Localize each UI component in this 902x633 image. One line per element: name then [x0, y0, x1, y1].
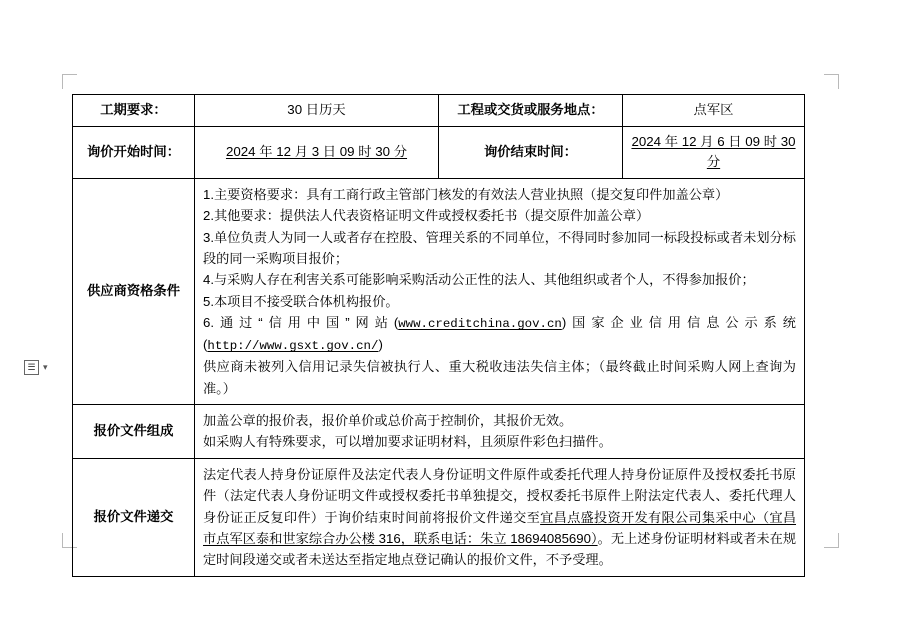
qualification-line-5: 5.本项目不接受联合体机构报价。 [203, 293, 399, 309]
composition-line-1: 加盖公章的报价表，报价单价或总价高于控制价，其报价无效。 [203, 413, 573, 429]
label-location: 工程或交货或服务地点： [439, 95, 623, 127]
label-start-time: 询价开始时间： [73, 126, 195, 178]
content-quote-composition [195, 405, 805, 459]
table-row [73, 95, 805, 127]
outline-icon: ☰ [24, 360, 39, 375]
submission-address-underlined: 宜昌点盛投资开发有限公司集采中心（宜昌市点军区泰和世家综合办公楼 316，联系电话：朱立 18694085690） [203, 509, 797, 546]
table-row [73, 458, 805, 576]
line6-mid: )国家企业信用信息公示系统( [203, 315, 796, 353]
label-quote-submission: 报价文件递交 [73, 458, 195, 576]
label-supplier-qualification: 供应商资格条件 [73, 178, 195, 404]
qualification-line-4: 4.与采购人存在利害关系可能影响采购活动公正性的法人、其他组织或者个人，不得参加报价； [203, 272, 755, 288]
value-location: 点军区 [623, 95, 805, 127]
outline-collapse-marker[interactable] [24, 360, 48, 375]
line6-prefix: 6.通过“信用中国”网站( [203, 315, 399, 331]
value-start-time: 2024 年 12 月 3 日 09 时 30 分 [195, 126, 439, 178]
qualification-line-3: 3.单位负责人为同一人或者存在控股、管理关系的不同单位，不得同时参加同一标段投标或者未划分标段的同一采购项目报价； [203, 229, 796, 266]
creditchina-link[interactable]: www.creditchina.gov.cn [398, 317, 562, 332]
crop-mark-top-left [62, 74, 77, 89]
gsxt-link[interactable]: http://www.gsxt.gov.cn/ [207, 339, 379, 354]
label-end-time: 询价结束时间： [439, 126, 623, 178]
line6-suffix: ) [378, 337, 383, 353]
chevron-down-icon: ▾ [43, 362, 48, 372]
label-quote-composition: 报价文件组成 [73, 405, 195, 459]
qualification-line-7: 供应商未被列入信用记录失信被执行人、重大税收违法失信主体；（最终截止时间采购人网上查询为准。） [203, 359, 796, 396]
document-body [72, 94, 804, 577]
value-duration: 30 日历天 [195, 95, 439, 127]
table-row [73, 126, 805, 178]
label-duration: 工期要求： [73, 95, 195, 127]
bid-info-table [72, 94, 805, 577]
qualification-line-6 [203, 312, 796, 356]
submission-segment-1: 法定代表人持身份证原件及法定代表人身份证明文件原件或委托代理人持身份证原件及授权委托书原件（法定代表人身份证明文件或授权委托书单独提交，授权委托书原件上附法定代表人、委托代理人身份证正反复印件）于询价结束时间前将报价文件递交至 [203, 466, 796, 525]
submission-paragraph [203, 464, 796, 571]
qualification-line-1: 1.主要资格要求：具有工商行政主管部门核发的有效法人营业执照（提交复印件加盖公章） [203, 186, 729, 202]
content-quote-submission [195, 458, 805, 576]
table-row [73, 405, 805, 459]
table-row [73, 178, 805, 404]
composition-line-2: 如采购人有特殊要求，可以增加要求证明材料，且须原件彩色扫描件。 [203, 434, 612, 450]
qualification-line-2: 2.其他要求：提供法人代表资格证明文件或授权委托书（提交原件加盖公章） [203, 208, 650, 224]
content-supplier-qualification [195, 178, 805, 404]
crop-mark-top-right [824, 74, 839, 89]
submission-segment-3: 。无上述身份证明材料或者未在规定时间段递交或者未送达至指定地点登记确认的报价文件，不予受理。 [203, 530, 797, 568]
value-end-time: 2024 年 12 月 6 日 09 时 30 分 [623, 126, 805, 178]
crop-mark-bottom-right [824, 533, 839, 548]
